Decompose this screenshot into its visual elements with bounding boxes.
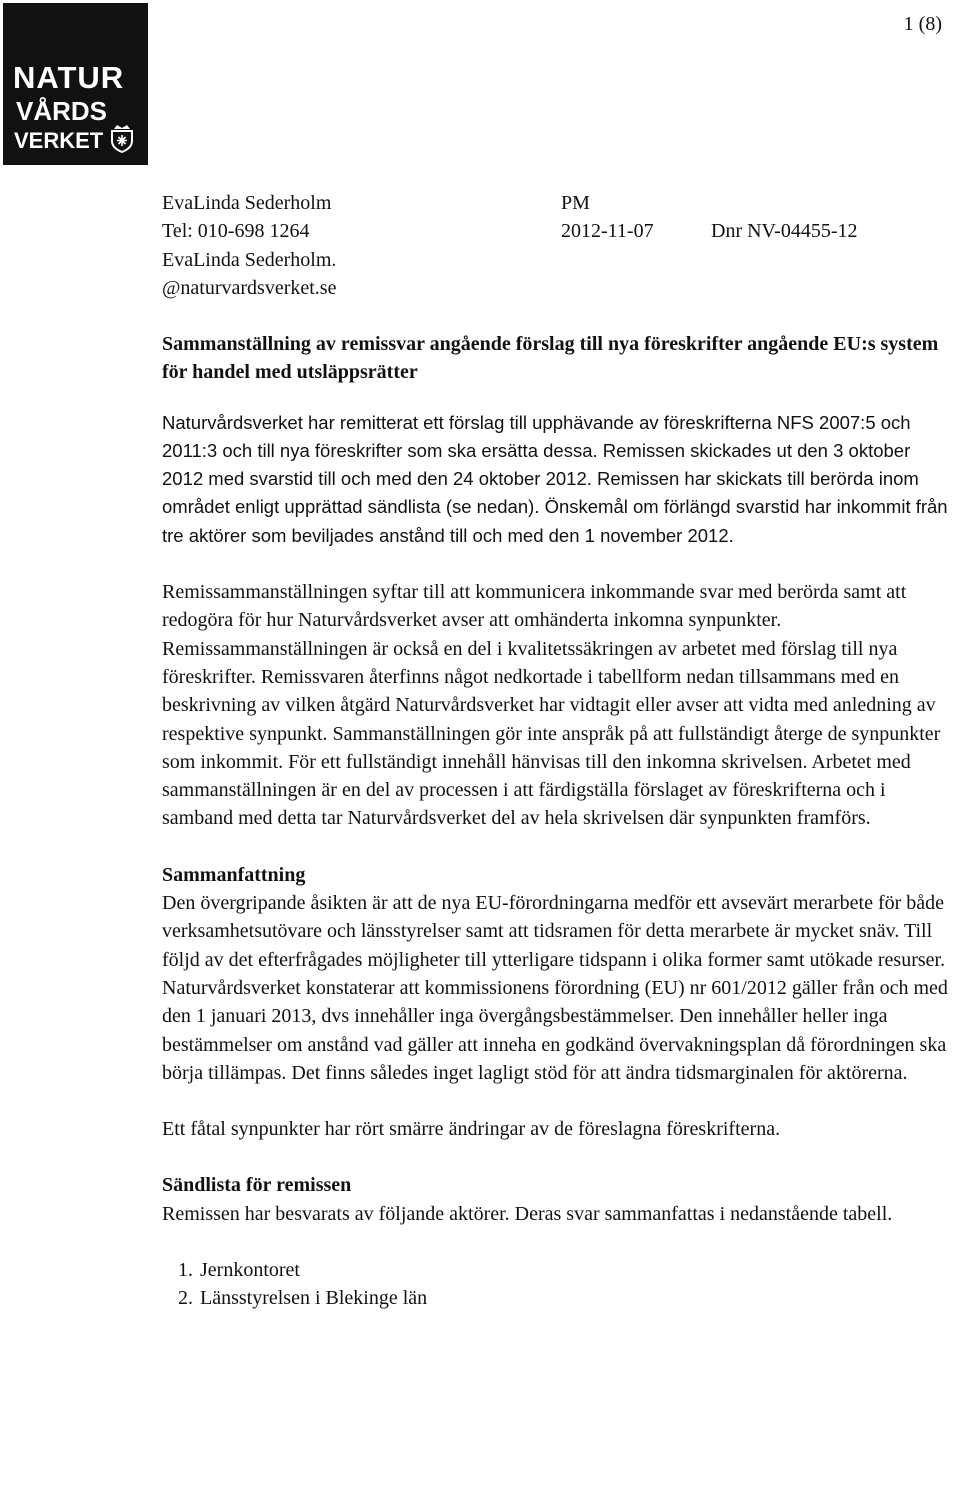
- document-type: PM: [561, 192, 590, 214]
- logo-line-3: VERKET: [14, 128, 104, 153]
- sender-phone: Tel: 010-698 1264: [162, 220, 310, 243]
- document-body: [162, 330, 952, 1313]
- distribution-paragraph: Remissen har besvarats av följande aktörer. Deras svar sammanfattas i nedanstående tabell.: [162, 1202, 893, 1225]
- purpose-paragraph: Remissammanställningen syftar till att kommunicera inkommande svar med berörda samt att redogöra för hur Naturvårdsverket avser att omhänderta inkomna synpunkter. Remissammanställningen är också en del i kvalitetssäkringen av arbetet med förslag till nya föreskrifter. Remissvaren återfinns något nedkortade i tabellform nedan tillsammans med en beskrivning av vilken åtgärd Naturvårdsverket har vidtagit eller avser att vidta med anledning av respektive synpunkt. Sammanställningen gör inte anspråk på att fullständigt återge de synpunkter som inkommit. För ett fullständigt innehåll hänvisas till den inkomna skrivelsen. Arbetet med sammanställningen är en del av processen i att färdigställa förslaget av föreskrifterna och i samband med detta tar Naturvårdsverket del av hela skrivelsen där synpunkten framförs.: [162, 581, 941, 830]
- summary-paragraph-2: Ett fåtal synpunkter har rört smärre ändringar av de föreslagna föreskrifterna.: [162, 1118, 781, 1141]
- logo-line-1: NATUR: [13, 60, 125, 95]
- recipient-list: [162, 1256, 952, 1313]
- document-title: Sammanställning av remissvar angående förslag till nya föreskrifter angående EU:s system för handel med utsläppsrätter: [162, 333, 939, 384]
- document-reference: Dnr NV-04455-12: [711, 220, 858, 243]
- summary-paragraph: Den övergripande åsikten är att de nya EU-förordningarna medför ett avsevärt merarbete för både verksamhetsutövare och länsstyrelser samt att tidsramen för detta merarbete är mycket snäv. Till följd av det efterfrågades möjligheter till ytterligare tidspann i olika former samt utökade resurser. Naturvårdsverket konstaterar att kommissionens förordning (EU) nr 601/2012 gäller från och med den 1 januari 2013, dvs innehåller inga övergångsbestämmelser. Den innehåller heller inga bestämmelser om anstånd vad gäller att inneha en godkänd övervakningsplan då förordningen ska börja tillämpas. Det finns således inget lagligt stöd för att ändra tidsmarginalen för aktörerna.: [162, 892, 948, 1084]
- sender-email-line-2: @naturvardsverket.se: [162, 276, 337, 299]
- document-meta: [561, 189, 941, 246]
- page-number: 1 (8): [903, 13, 942, 35]
- sender-name: EvaLinda Sederholm: [162, 192, 332, 214]
- summary-heading: Sammanfattning: [162, 863, 306, 886]
- document-date: 2012-11-07: [561, 220, 654, 243]
- list-item: 1. Jernkontoret: [198, 1256, 952, 1284]
- logo-line-2: VÅRDS: [16, 96, 108, 126]
- sender-email-line-1: EvaLinda Sederholm.: [162, 248, 337, 271]
- crown-seal-icon: [109, 123, 135, 153]
- distribution-heading: Sändlista för remissen: [162, 1174, 352, 1197]
- intro-paragraph: Naturvårdsverket har remitterat ett förslag till upphävande av föreskrifterna NFS 2007:5 och 2011:3 och till nya föreskrifter som ska ersätta dessa. Remissen skickades ut den 3 oktober 2012 med svarstid till och med den 24 oktober 2012. Remissen har skickats till berörda inom området enligt upprättad sändlista (se nedan). Önskemål om förlängd svarstid har inkommit från tre aktörer som beviljades anstånd till och med den 1 november 2012.: [162, 411, 948, 546]
- list-item: 2. Länsstyrelsen i Blekinge län: [198, 1284, 952, 1312]
- sender-block: [162, 189, 422, 302]
- meta-row: [561, 217, 941, 245]
- naturvardsverket-logo: [3, 3, 148, 165]
